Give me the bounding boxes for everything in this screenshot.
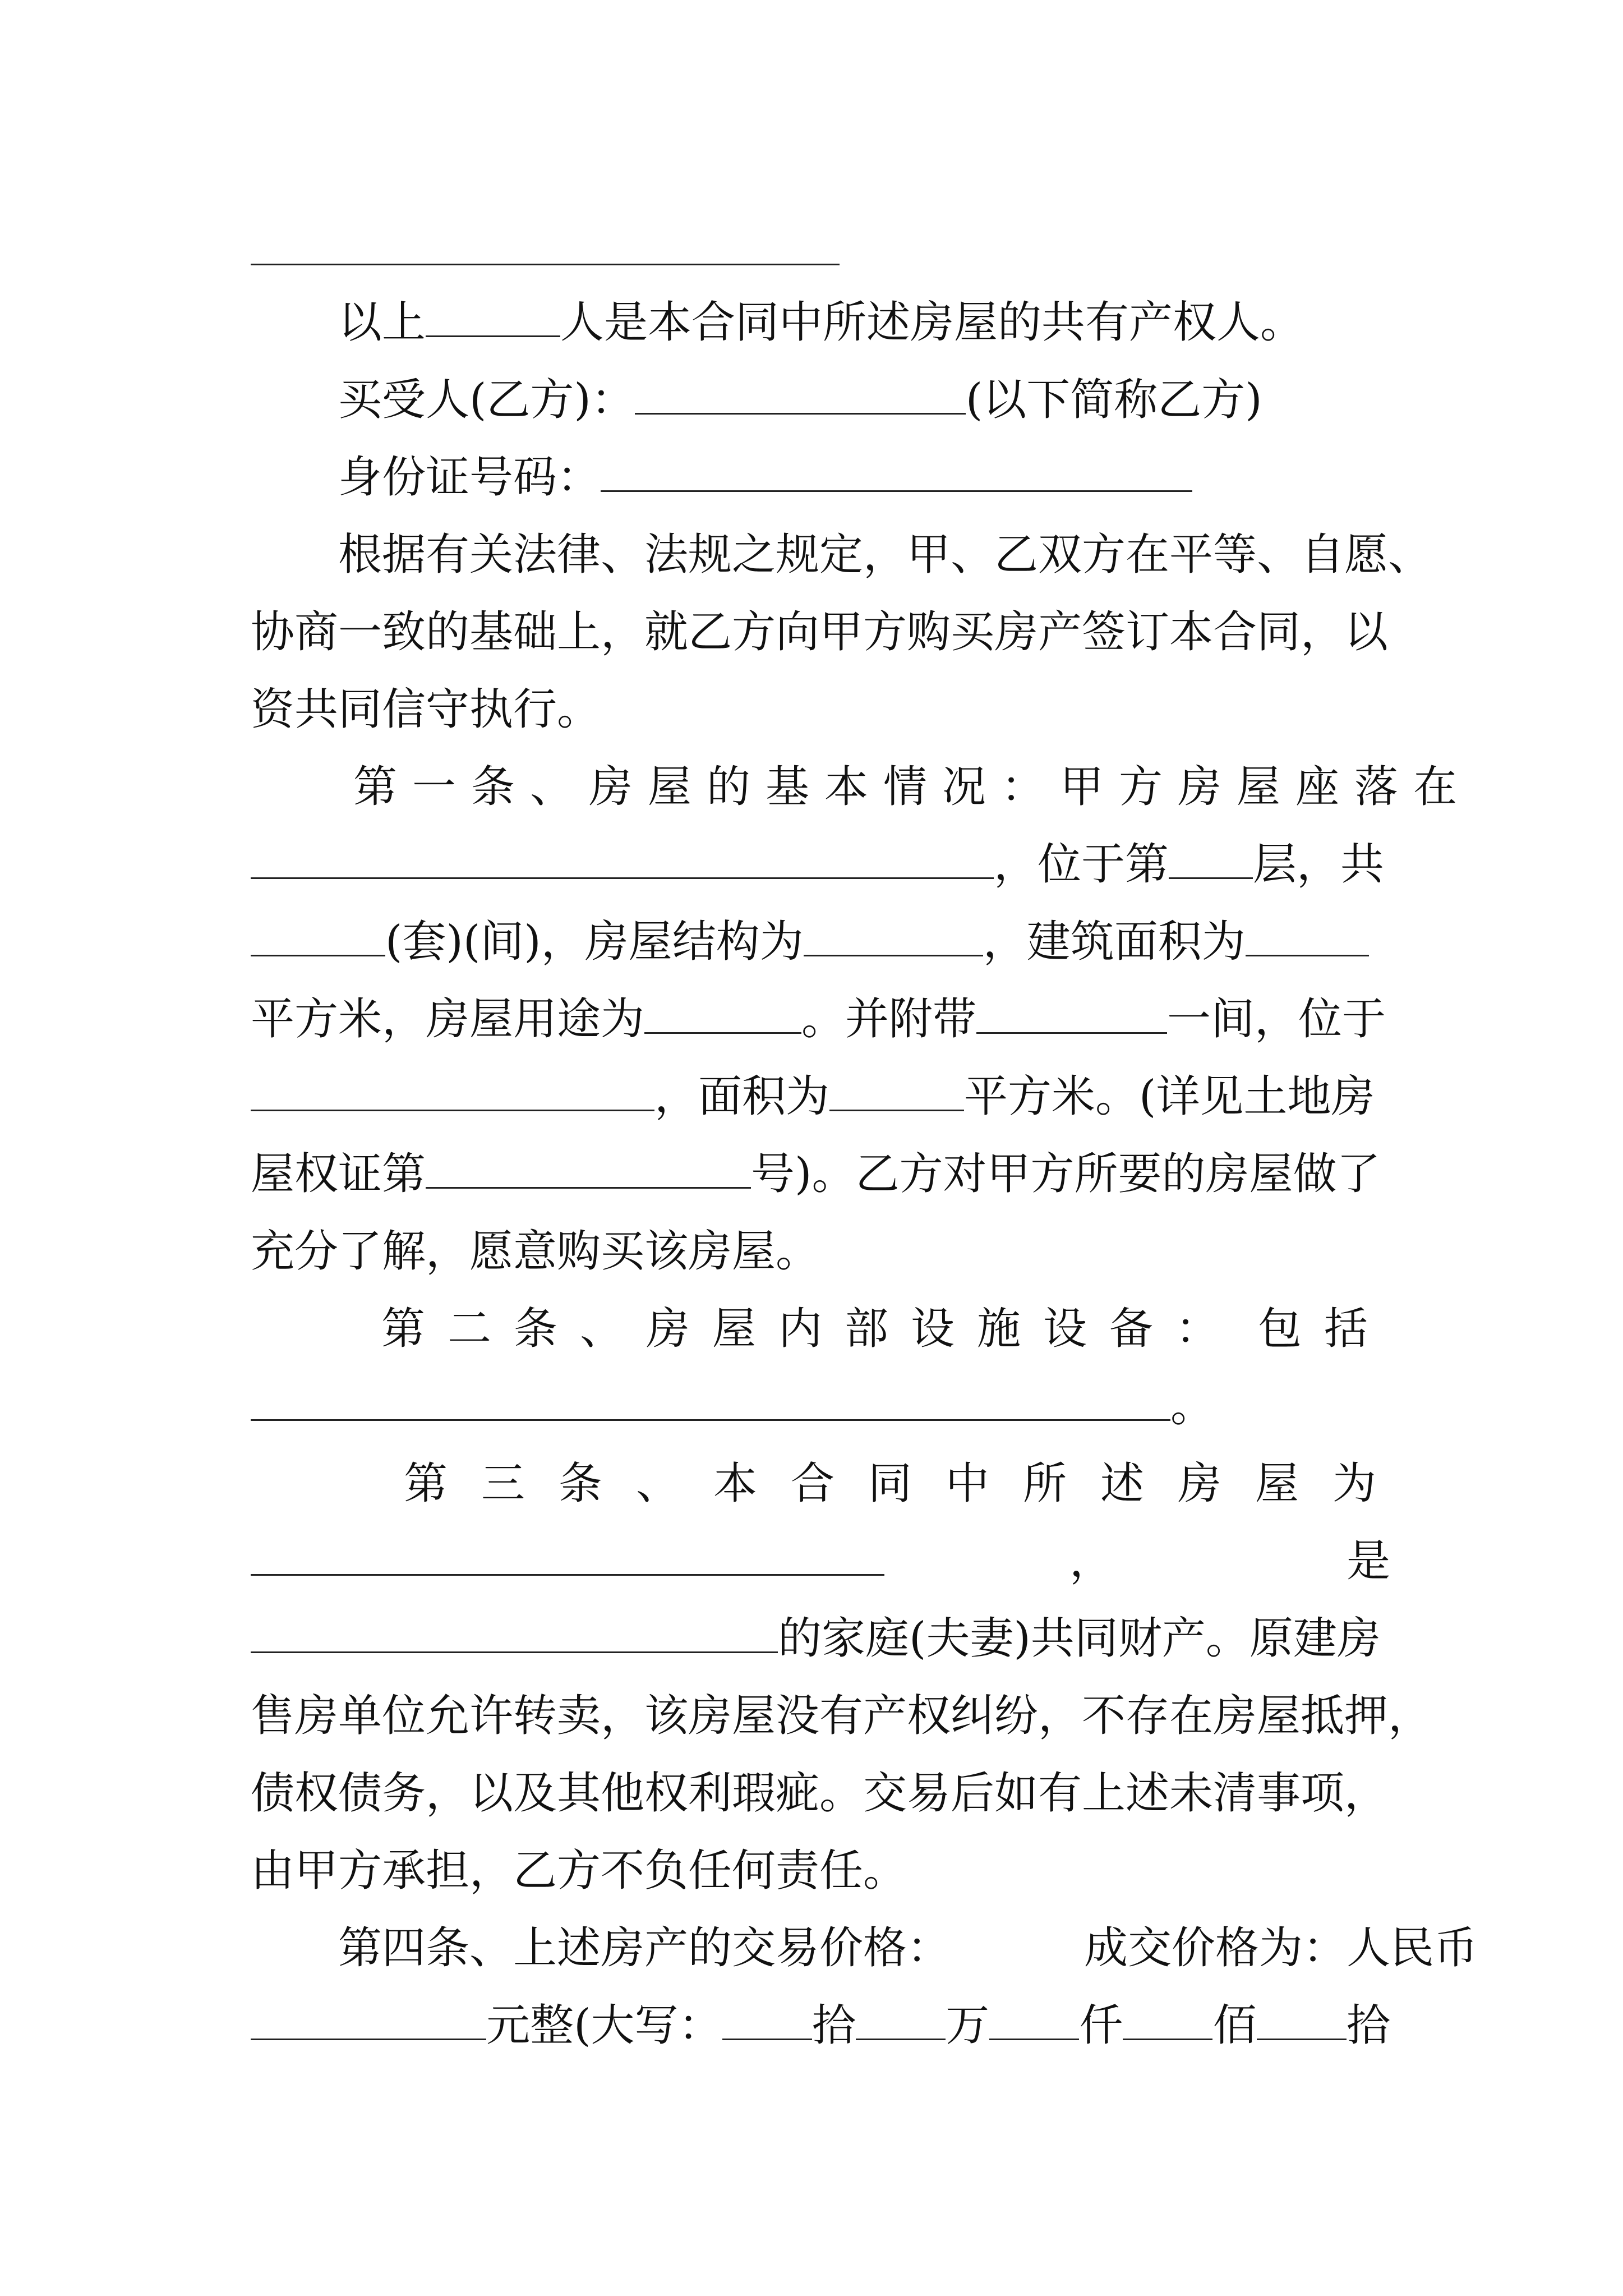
article-3-line-3 (251, 1600, 1390, 1677)
top-underline (251, 264, 840, 265)
text: ，位于第 (994, 839, 1169, 890)
text: 层，共 (1253, 839, 1385, 890)
preamble-line-1: 根据有关法律、法规之规定，甲、乙双方在平等、自愿、 (338, 530, 1432, 580)
price-blank[interactable] (251, 1999, 486, 2040)
text: 成交价格为：人民币 (1083, 1923, 1478, 1973)
spouse-blank[interactable] (251, 1612, 778, 1653)
text: 拾 (1346, 2000, 1390, 2051)
text: 元整(大写： (486, 2000, 722, 2051)
article-3-line-4: 售房单位允许转卖，该房屋没有产权纠纷，不存在房屋抵押， (251, 1691, 1432, 1741)
certificate-number-blank[interactable] (426, 1148, 751, 1189)
text: 佰 (1212, 2000, 1257, 2051)
article-1-line-5 (251, 1058, 1390, 1135)
text: 平方米，房屋用途为 (251, 994, 645, 1045)
text: 包括 (1257, 1304, 1390, 1354)
text: 是 (1346, 1536, 1390, 1586)
article-1-line-3 (251, 903, 1390, 981)
text: 的家庭(夫妻)共同财产。原建房 (778, 1613, 1381, 1664)
attached-area-blank[interactable] (829, 1070, 964, 1111)
text: ，建筑面积为 (983, 917, 1246, 967)
text: (套)(间)，房屋结构为 (385, 917, 804, 967)
text: 买受人(乙方)： (338, 375, 635, 425)
article-2-heading (381, 1290, 1390, 1368)
article-2-line-2 (251, 1368, 1390, 1445)
article-3-line-6: 由甲方承担，乙方不负任何责任。 (251, 1846, 907, 1896)
article-4-heading (251, 1910, 1478, 1987)
buyer-line (251, 361, 1478, 439)
floor-blank[interactable] (1169, 838, 1253, 879)
text: 号)。乙方对甲方所要的房屋做了 (751, 1149, 1381, 1199)
id-number-blank[interactable] (601, 451, 1192, 492)
usage-blank[interactable] (644, 993, 801, 1034)
text: ， (1069, 1536, 1114, 1586)
unit-count-blank[interactable] (251, 915, 385, 956)
article-1-line-4 (251, 981, 1390, 1058)
id-number-line (251, 439, 1478, 516)
attached-blank[interactable] (976, 993, 1167, 1034)
facilities-blank[interactable] (251, 1380, 1170, 1421)
text: 。并附带 (801, 994, 977, 1045)
article-3-line-5: 债权债务，以及其他权利瑕疵。交易后如有上述未清事项， (251, 1768, 1389, 1819)
article-3-heading: 第三条、本合同中所述房屋为 (404, 1458, 1410, 1509)
buyer-name-blank[interactable] (635, 374, 966, 415)
price-digit-blank[interactable] (1123, 1999, 1212, 2040)
text: 万 (946, 2000, 990, 2051)
price-digit-blank[interactable] (989, 1999, 1079, 2040)
text: 拾 (811, 2000, 856, 2051)
article-1-line-6 (251, 1135, 1390, 1213)
text: 。 (1170, 1381, 1215, 1432)
co-owner-count-blank[interactable] (426, 296, 560, 337)
text: 以上 (338, 297, 426, 348)
text: 身份证号码： (338, 452, 601, 503)
text: 仟 (1079, 2000, 1123, 2051)
text: 第二条、房屋内部设施设备： (381, 1304, 1242, 1354)
preamble-line-2: 协商一致的基础上，就乙方向甲方购买房产签订本合同，以 (251, 607, 1389, 657)
article-3-line-2 (251, 1522, 1390, 1600)
price-digit-blank[interactable] (1257, 1999, 1347, 2040)
article-1-heading: 第一条、房屋的基本情况：甲方房屋座落在 (353, 762, 1473, 812)
article-1-line-7: 充分了解，愿意购买该房屋。 (251, 1226, 820, 1277)
structure-blank[interactable] (804, 915, 983, 956)
price-digit-blank[interactable] (722, 1999, 812, 2040)
text: 一间，位于 (1167, 994, 1386, 1045)
co-owner-line (251, 284, 1478, 361)
text: ，面积为 (654, 1071, 830, 1122)
text: (以下简称乙方) (965, 375, 1262, 425)
article-4-line-2 (251, 1987, 1390, 2064)
text: 平方米。(详见土地房 (964, 1071, 1375, 1122)
area-blank[interactable] (1246, 915, 1369, 956)
text: 人是本合同中所述房屋的共有产权人。 (560, 297, 1304, 348)
article-1-line-2 (251, 826, 1390, 903)
location-blank[interactable] (251, 838, 994, 879)
price-digit-blank[interactable] (856, 1999, 946, 2040)
text: 屋权证第 (251, 1149, 426, 1199)
owner-blank[interactable] (251, 1535, 884, 1576)
preamble-line-3: 资共同信守执行。 (251, 684, 601, 735)
text: 第四条、上述房产的交易价格： (338, 1923, 951, 1973)
attached-location-blank[interactable] (251, 1070, 654, 1111)
